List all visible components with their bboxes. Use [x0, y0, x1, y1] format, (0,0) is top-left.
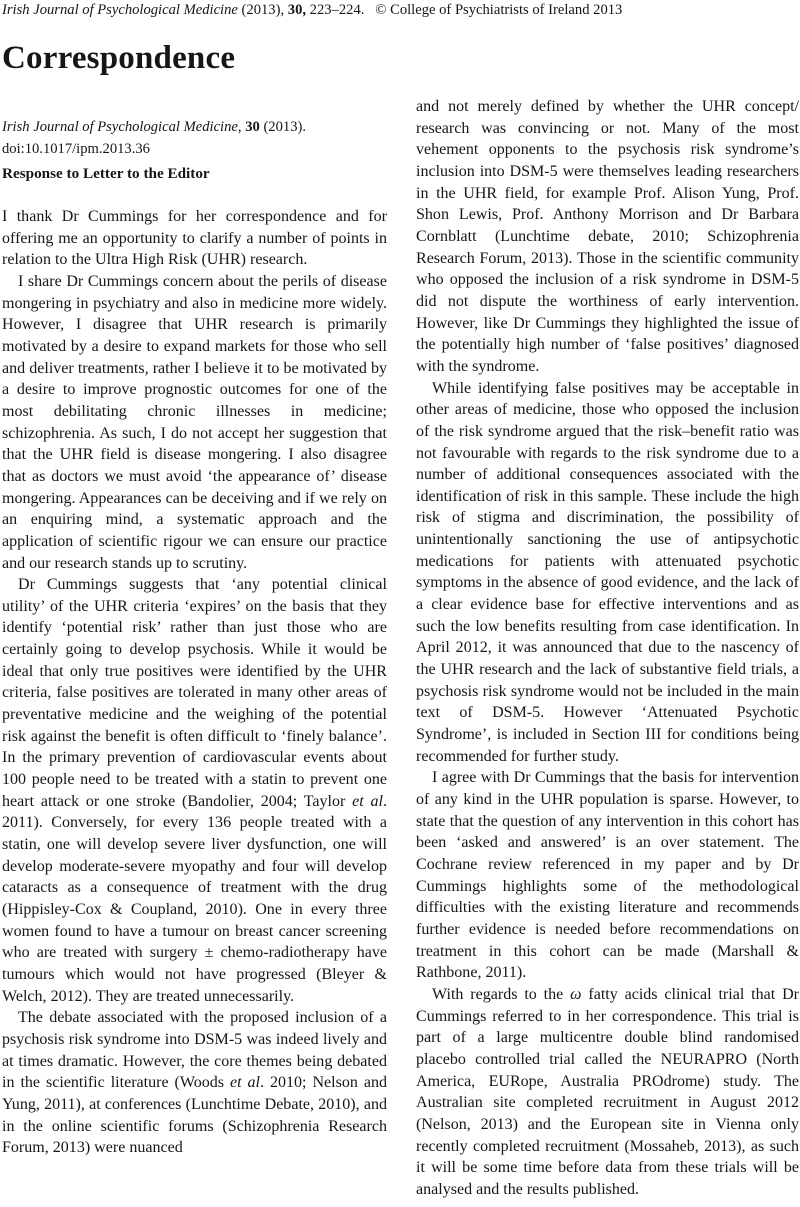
paragraph: While identifying false positives may be acceptable in other areas of medicine, those who opposed the inclusion of the risk syndrome argued that the risk–benefit ratio was not favourable with regards to the risk syndrome due to a number of additional consequences associated with the identification of risk in this sample. These include the high risk of stigma and discrimination, the possibility of unintentionally sanctioning the use of antipsychotic medications for patients with attenuated psychotic symptoms in the absence of good evidence, and the lack of a clear evidence base for effective interventions and as such the low benefits resulting from case identification. In April 2012, it was announced that due to the nascency of the UHR research and the lack of substantive field trials, a psychosis risk syndrome would not be included in the main text of DSM-5. However ‘Attenuated Psychotic Syndrome’, is included in Section III for conditions being recommended for further study.: [416, 379, 799, 765]
page-title: Correspondence: [2, 40, 236, 76]
citation-journal: Irish Journal of Psychological Medicine,: [2, 119, 242, 135]
et-al-text: et al: [352, 792, 383, 810]
paragraph-text: The debate associated with the proposed inclusion of a psychosis risk syndrome into DSM-5 was indeed lively and at times dramatic. However, the core themes being debated in the scientific literature (Woods: [2, 1009, 387, 1092]
running-head-year: (2013),: [241, 2, 285, 18]
paragraph-text: With regards to the: [432, 985, 571, 1003]
right-column: [416, 96, 799, 1200]
et-al-text: et al: [229, 1074, 260, 1092]
running-head-journal: Irish Journal of Psychological Medicine: [2, 2, 238, 18]
section-heading: Response to Letter to the Editor: [2, 165, 210, 182]
left-column: [2, 206, 387, 1159]
citation-year: (2013).: [263, 119, 306, 135]
omega-symbol: ω: [570, 985, 582, 1003]
citation-volume: 30: [245, 119, 260, 135]
paragraph: [2, 1007, 387, 1159]
paragraph-text: . 2010; Nelson and Yung, 2011), at conferences (Lunchtime Debate, 2010), and in the online scientific forums (Schizophrenia Research Forum, 2013) were nuanced: [2, 1074, 387, 1157]
paragraph: and not merely defined by whether the UHR concept/ research was convincing or not. Many of the most vehement opponents to the psychosis risk syndrome’s inclusion into DSM-5 were themselves leading researchers in the UHR field, for example Prof. Alison Yung, Prof. Shon Lewis, Prof. Anthony Morrison and Dr Barbara Cornblatt (Lunchtime debate, 2010; Schizophrenia Research Forum, 2013). Those in the scientific community who opposed the inclusion of a risk syndrome in DSM-5 did not dispute the worthiness of early intervention. However, like Dr Cummings they highlighted the issue of the potentially high number of ‘false positives’ diagnosed with the syndrome.: [416, 98, 799, 375]
paragraph: I thank Dr Cummings for her correspondence and for offering me an opportunity to clarify a number of points in relation to the Ultra High Risk (UHR) research.: [2, 208, 387, 269]
running-head-volume: 30,: [287, 2, 307, 18]
running-head: [2, 0, 782, 20]
paragraph: I share Dr Cummings concern about the perils of disease mongering in psychiatry and also in medicine more widely. However, I disagree that UHR research is primarily motivated by a desire to expand markets for those who sell and deliver treatments, rather I believe it to be motivated by a desire to improve prognostic outcomes for one of the most debilitating chronic illnesses in medicine; schizophrenia. As such, I do not accept her suggestion that that the UHR field is disease mongering. I also disagree that as doctors we must avoid ‘the appearance of’ disease mongering. Appearances can be deceiving and if we rely on an enquiring mind, a systematic approach and the application of scientific rigour we can ensure our practice and our research stands up to scrutiny.: [2, 272, 387, 572]
running-head-copyright: © College of Psychiatrists of Ireland 2013: [375, 2, 623, 18]
paragraph: I agree with Dr Cummings that the basis for intervention of any kind in the UHR population is sparse. However, to state that the question of any intervention in this cohort has been ‘asked and answered’ is an over statement. The Cochrane review referenced in my paper and by Dr Cummings highlights some of the methodological difficulties with the existing literature and recommends further evidence is needed before recommendations on treatment in this cohort can be made (Marshall & Rathbone, 2011).: [416, 769, 799, 982]
running-head-pages: 223–224.: [309, 2, 365, 18]
paragraph-text: . 2011). Conversely, for every 136 people treated with a statin, one will develop severe liver dysfunction, one will develop moderate-severe myopathy and four will develop cataracts as a consequence of treatment with the drug (Hippisley-Cox & Coupland, 2010). One in every three women found to have a tumour on breast cancer screening who are treated with surgery ± chemo-radiotherapy have tumours which would not have progressed (Bleyer & Welch, 2012). They are treated unnecessarily.: [2, 792, 388, 1005]
article-citation: [2, 117, 392, 160]
paragraph-text: Dr Cummings suggests that ‘any potential clinical utility’ of the UHR criteria ‘expires’ on the basis that they identify ‘potential risk’ rather than just those who are certainly going to develop psychosis. While it would be ideal that only true positives were identified by the UHR criteria, false positives are tolerated in many other areas of preventative medicine and the weighing of the potential risk against the benefit is often difficult to ‘finely balance’. In the primary prevention of cardiovascular events about 100 people need to be treated with a statin to prevent one heart attack or one stroke (Bandolier, 2004; Taylor: [2, 576, 387, 810]
citation-doi[interactable]: doi:10.1017/ipm.2013.36: [2, 140, 150, 157]
paragraph: [2, 574, 387, 1007]
paragraph: [416, 984, 799, 1201]
paragraph-text: fatty acids clinical trial that Dr Cummings referred to in her correspondence. This trial is part of a large multicentre double blind randomised placebo controlled trial called the NEURAPRO (North America, EURope, Australia PROdrome) study. The Australian site completed recruitment in August 2012 (Nelson, 2013) and the European site in Vienna only recently completed recruitment (Mossaheb, 2013), as such it will be some time before data from these trials will be analysed and the results published.: [416, 985, 799, 1198]
